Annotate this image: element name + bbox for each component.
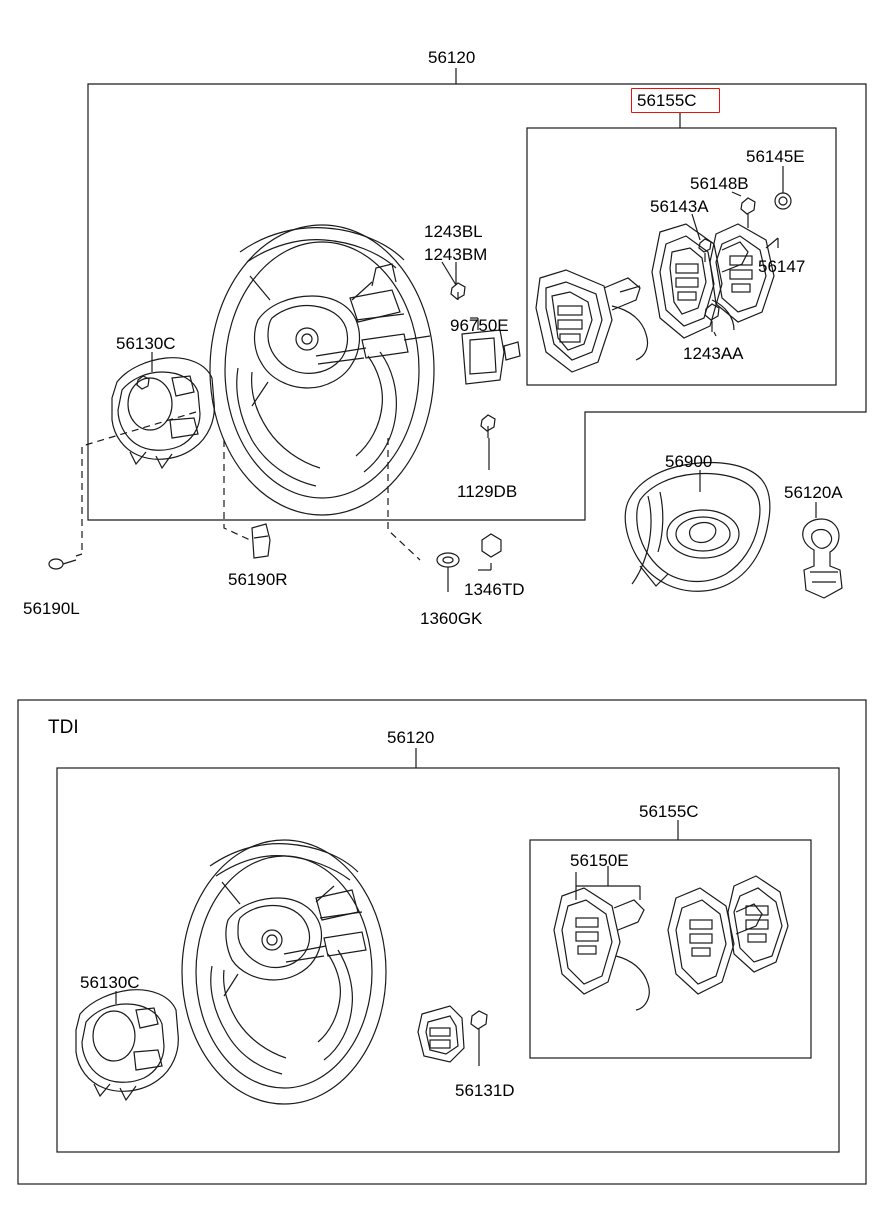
label-56147[interactable]: 56147 bbox=[758, 257, 806, 276]
label-1243bm[interactable]: 1243BM bbox=[424, 245, 488, 264]
label-56145e[interactable]: 56145E bbox=[746, 147, 805, 166]
label-56155c-top[interactable]: 56155C bbox=[637, 91, 697, 110]
label-56130c-bottom[interactable]: 56130C bbox=[80, 973, 140, 992]
label-56143a[interactable]: 56143A bbox=[650, 197, 709, 216]
label-1360gk[interactable]: 1360GK bbox=[420, 609, 483, 628]
label-56190r[interactable]: 56190R bbox=[228, 570, 288, 589]
label-tdi-variant: TDI bbox=[48, 717, 79, 738]
label-56190l[interactable]: 56190L bbox=[23, 599, 80, 618]
label-56120-top[interactable]: 56120 bbox=[428, 48, 476, 67]
label-1243bl[interactable]: 1243BL bbox=[424, 222, 483, 241]
label-1129db[interactable]: 1129DB bbox=[457, 482, 518, 501]
label-56900[interactable]: 56900 bbox=[665, 452, 713, 471]
label-56131d[interactable]: 56131D bbox=[455, 1081, 515, 1100]
label-56155c-bottom[interactable]: 56155C bbox=[639, 802, 699, 821]
label-56120-bottom[interactable]: 56120 bbox=[387, 728, 435, 747]
label-96750e[interactable]: 96750E bbox=[450, 316, 509, 335]
label-1346td[interactable]: 1346TD bbox=[464, 580, 525, 599]
label-1243aa[interactable]: 1243AA bbox=[683, 344, 744, 363]
label-56120a[interactable]: 56120A bbox=[784, 483, 843, 502]
label-56130c-top[interactable]: 56130C bbox=[116, 334, 176, 353]
label-56150e[interactable]: 56150E bbox=[570, 851, 629, 870]
label-56148b[interactable]: 56148B bbox=[690, 174, 749, 193]
